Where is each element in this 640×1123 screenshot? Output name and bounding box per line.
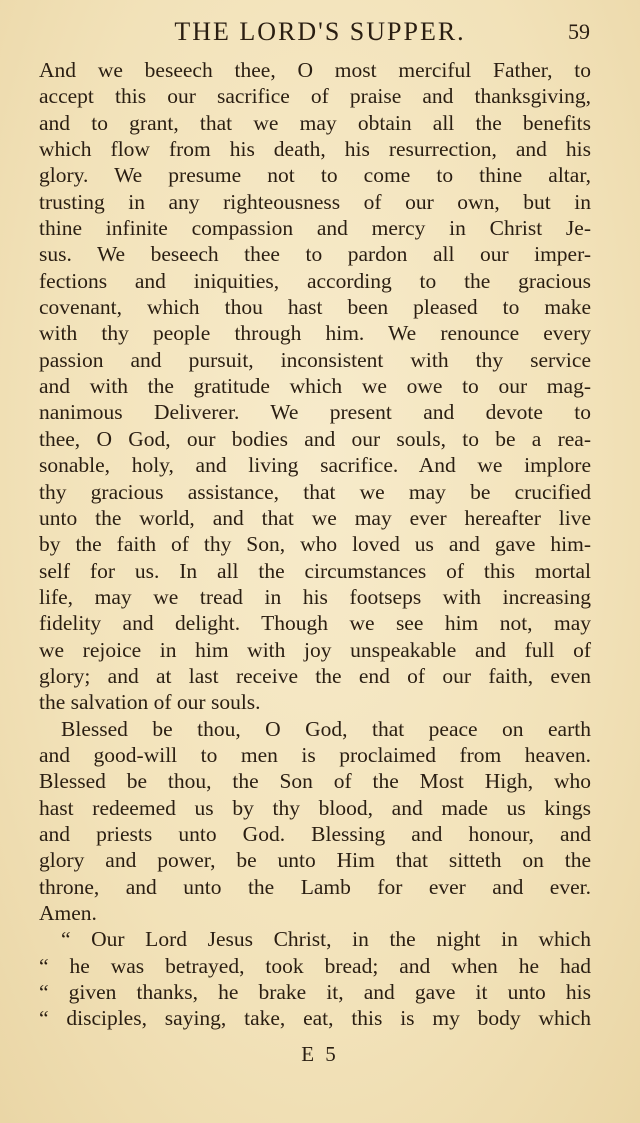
- text-line: fidelity and delight. Though we see him not, may: [39, 611, 591, 636]
- text-line: the salvation of our souls.: [39, 690, 261, 715]
- text-line: and priests unto God. Blessing and honour, and: [39, 821, 591, 846]
- text-line: life, may we tread in his footseps with increasing: [39, 584, 591, 609]
- text-line: And we beseech thee, O most merciful Father, to: [39, 58, 591, 82]
- text-line: Amen.: [39, 901, 97, 925]
- text-line: glory. We presume not to come to thine altar,: [39, 163, 591, 188]
- text-line: which flow from his death, his resurrection, and his: [39, 137, 591, 162]
- text-line: hast redeemed us by thy blood, and made us kings: [39, 795, 591, 820]
- text-line: and with the gratitude which we owe to our mag-: [39, 374, 591, 399]
- text-line: “ given thanks, he brake it, and gave it unto his: [39, 980, 591, 1005]
- text-line: “ Our Lord Jesus Christ, in the night in which: [61, 927, 591, 952]
- text-line: and to grant, that we may obtain all the benefits: [39, 110, 591, 135]
- text-line: thy gracious assistance, that we may be crucified: [39, 479, 591, 504]
- text-line: we rejoice in him with joy unspeakable and full of: [39, 637, 591, 662]
- text-line: nanimous Deliverer. We present and devote to: [39, 400, 591, 425]
- text-line: Blessed be thou, O God, that peace on earth: [61, 716, 591, 741]
- page-header: [0, 12, 640, 52]
- text-line: self for us. In all the circumstances of this mortal: [39, 558, 591, 583]
- text-line: with thy people through him. We renounce every: [39, 321, 591, 346]
- signature-mark: E 5: [301, 1042, 339, 1066]
- text-line: sus. We beseech thee to pardon all our imper-: [39, 242, 591, 267]
- text-line: and good-will to men is proclaimed from heaven.: [39, 742, 591, 767]
- text-line: by the faith of thy Son, who loved us and gave him-: [39, 532, 591, 557]
- text-line: thee, O God, our bodies and our souls, to be a rea-: [39, 426, 591, 451]
- text-line: “ disciples, saying, take, eat, this is my body which: [39, 1006, 591, 1031]
- text-line: “ he was betrayed, took bread; and when he had: [39, 953, 591, 978]
- text-line: thine infinite compassion and mercy in Christ Je-: [39, 216, 591, 241]
- text-line: accept this our sacrifice of praise and thanksgiving,: [39, 84, 591, 109]
- text-line: Blessed be thou, the Son of the Most High, who: [39, 769, 591, 794]
- prayer-text: [39, 57, 591, 1032]
- text-line: trusting in any righteousness of our own, but in: [39, 189, 591, 214]
- text-line: covenant, which thou hast been pleased to make: [39, 295, 591, 320]
- text-line: unto the world, and that we may ever hereafter live: [39, 505, 591, 530]
- running-head-title: THE LORD'S SUPPER.: [174, 17, 466, 46]
- text-line: sonable, holy, and living sacrifice. And we implore: [39, 453, 591, 478]
- page-number: 59: [568, 19, 590, 44]
- text-line: glory; and at last receive the end of our faith, even: [39, 663, 591, 688]
- text-line: fections and iniquities, according to the gracious: [39, 268, 591, 293]
- text-line: passion and pursuit, inconsistent with thy service: [39, 347, 591, 372]
- text-line: throne, and unto the Lamb for ever and ever.: [39, 874, 591, 899]
- text-line: glory and power, be unto Him that sitteth on the: [39, 848, 591, 873]
